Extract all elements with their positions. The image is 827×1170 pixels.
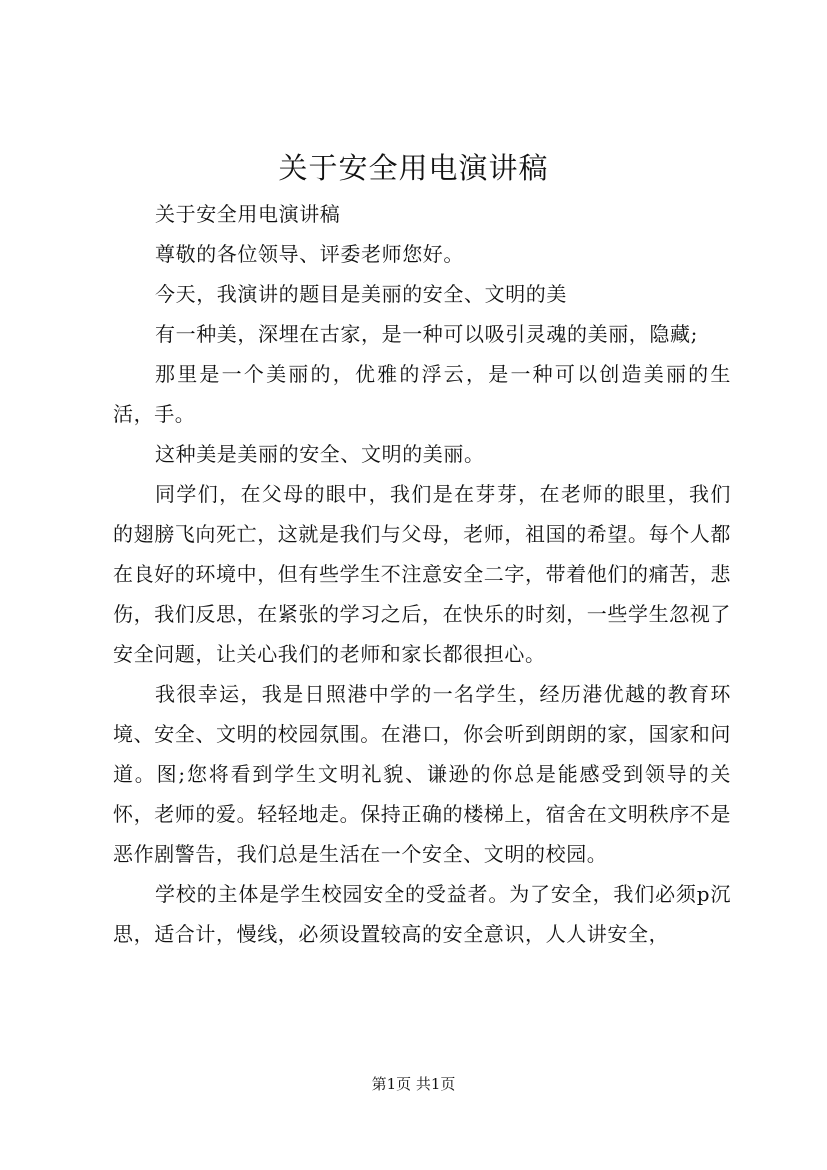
paragraph: 有一种美，深埋在古家，是一种可以吸引灵魂的美丽，隐藏; xyxy=(155,322,698,346)
page-footer: 第1页 共1页 xyxy=(371,1075,456,1093)
paragraph: 今天，我演讲的题目是美丽的安全、文明的美 xyxy=(155,282,567,306)
paragraph: 关于安全用电演讲稿 xyxy=(155,202,341,226)
document-title: 关于安全用电演讲稿 xyxy=(278,151,549,185)
paragraph: 这种美是美丽的安全、文明的美丽。 xyxy=(155,442,485,466)
paragraph: 尊敬的各位领导、评委老师您好。 xyxy=(155,242,464,266)
paragraph: 同学们，在父母的眼中，我们是在芽芽，在老师的眼里，我们的翅膀飞向死亡，这就是我们与父母，老师，祖国的希望。每个人都在良好的环境中，但有些学生不注意安全二字，带着他们的痛苦，悲伤，我们反思，在紧张的学习之后，在快乐的时刻，一些学生忽视了安全问题，让关心我们的老师和家长都很担心。 xyxy=(113,482,731,666)
paragraph: 那里是一个美丽的，优雅的浮云，是一种可以创造美丽的生活，手。 xyxy=(113,362,731,426)
paragraph: 我很幸运，我是日照港中学的一名学生，经历港优越的教育环境、安全、文明的校园氛围。在港口，你会听到朗朗的家，国家和问道。图;您将看到学生文明礼貌、谦逊的你总是能感受到领导的关怀，老师的爱。轻轻地走。保持正确的楼梯上，宿舍在文明秩序不是恶作剧警告，我们总是生活在一个安全、文明的校园。 xyxy=(113,682,731,866)
document-body xyxy=(113,194,731,954)
paragraph: 学校的主体是学生校园安全的受益者。为了安全，我们必须p沉思，适合计，慢线，必须设置较高的安全意识，人人讲安全， xyxy=(113,882,731,946)
